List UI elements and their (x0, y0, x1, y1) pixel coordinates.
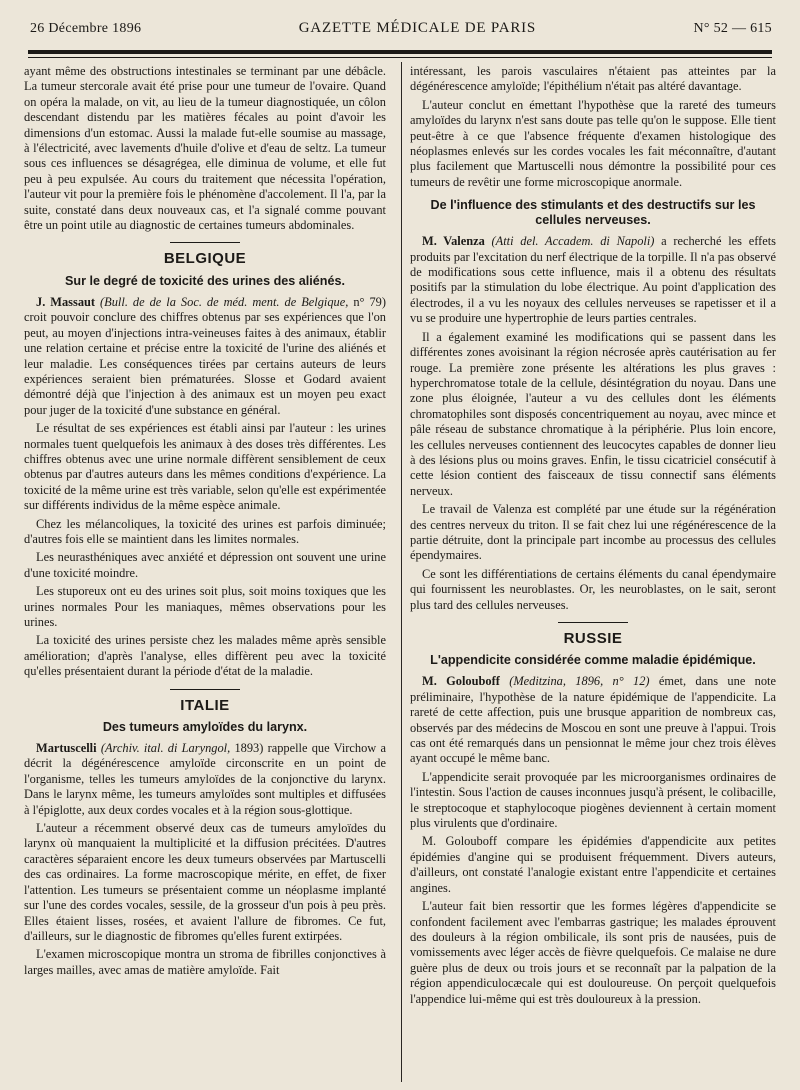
section-divider (170, 689, 240, 690)
section-divider (558, 622, 628, 623)
journal-title: GAZETTE MÉDICALE DE PARIS (298, 20, 537, 36)
section-divider (170, 242, 240, 243)
article-paragraph (24, 295, 386, 418)
article-paragraph: Chez les mélancoliques, la toxicité des urines est parfois diminuée; d'autres fois elle se maintient dans les limites normales. (24, 516, 386, 546)
article-paragraph: L'auteur a récemment observé deux cas de tumeurs amyloïdes du larynx où manquaient la multiplicité et la diffusion précitées. D'autres caractères séparaient encore les deux tumeurs observées par Martuscelli des cas ordinaires. La forme macroscopique mérite, en effet, de fixer l'attention. Les tumeurs se présentaient comme un néoplasme implanté sur l'une des cordes vocales, sessile, de la grosseur d'un pois à peu près. Elles étaient lisses, rosées, et avaient l'allure de fibromes. Ce fut, d'ailleurs, sur le diagnostic de fibromes qu'elles furent extirpées. (24, 821, 386, 943)
article-title-toxicite: Sur le degré de toxicité des urines des aliénés. (65, 273, 345, 288)
article-paragraph: M. Golouboff compare les épidémies d'appendicite aux petites épidémies d'angine qui se produisent fréquemment. Divers auteurs, d'ailleurs, ont constaté l'analogie existant entre l'appendicite et certaines angines. (410, 834, 776, 895)
article-title-stimulants: De l'influence des stimulants et des destructifs sur les cellules nerveuses. (430, 198, 756, 228)
column-separator (401, 62, 402, 1082)
paragraph-text: émet, dans une note préliminaire, l'hypothèse de la nature épidémique de l'appendicite. La rareté de cette affection, puis une brusque apparition de nombreux cas, observés par des médecins de Moscou en sont une preuve à l'appui. Trois cas ont été remarqués dans un pensionnat le même jour chez trois élèves ayant occupé le même banc. (410, 674, 776, 766)
continued-paragraph: ayant même des obstructions intestinales se terminant par une débâcle. La tumeur stercorale avait été prise pour une tumeur de l'ovaire. Quand on opéra la malade, on vit, au lieu de la tumeur diagnostiquée, un côlon descendant distendu par les matières fécales au point d'avoir les dimensions d'un estomac. Aussi la malade fut-elle soumise au massage, à l'électricité, avec lavements d'huile d'olive et d'eau de seltz. La tumeur sous ces influences se désagrégea, elle diminua de volume, et elle fut peu à peu expulsée. Au cours du traitement que nécessita l'opération, l'auteur vit pour la première fois le phénomène d'accolement. Il l'a, par la suite, constaté dans deux nouveaux cas, et l'a signalé comme pouvant être un point utile au diagnostic de certaines tumeurs abdominales. (24, 64, 386, 233)
paragraph-text: n° 79) croit pouvoir conclure des chiffres obtenus par ses expériences que l'on peut, au moyen d'injections intra-veineuses faites à des animaux, établir une relation certaine et précise entre la toxicité de l'urine des aliénés et leur maladie. Les conséquences tirées par certains auteurs de leurs expériences seraient bien prématurées. Slosse et Godard avaient démontré déjà que l'injection à des animaux est un moyen peu exact pour juger de la toxicité d'une substance en général. (24, 294, 386, 417)
article-paragraph: Les stuporeux ont eu des urines soit plus, soit moins toxiques que les urines normales Pour les maniaques, mêmes observations pour les urines. (24, 584, 386, 629)
article-title-appendicite: L'appendicite considérée comme maladie épidémique. (430, 653, 756, 668)
issue-number: N° 52 — 615 (693, 21, 772, 36)
paragraph-text: 1893) rappelle que Virchow a décrit la dégénérescence amyloïde circonscrite en un point de l'organisme, telles les tumeurs amyloïdes de la conjonctive du larynx. Dans le larynx même, les tumeurs amyloïdes sont multiples et diffusées à l'épiglotte, aux deux cordes vocales et à la région sous-glottique. (24, 741, 386, 817)
author-name: M. Valenza (422, 234, 485, 249)
continued-paragraph: intéressant, les parois vasculaires n'étaient pas atteintes par la dégénérescence amyloïde; l'épithélium n'était pas altéré davantage. (410, 64, 776, 94)
article-paragraph: Les neurasthéniques avec anxiété et dépression ont souvent une urine d'une toxicité moindre. (24, 550, 386, 580)
article-paragraph: L'auteur fait bien ressortir que les formes légères d'appendicite se confondent facilement avec l'embarras gastrique; les malades éprouvent des douleurs à la région ombilicale, ils sont pris de nausées, puis de vomissements avec léger accès de fièvre quelquefois. Ce malaise ne dure guère plus de deux ou trois jours et se reconnaît par la palpation de la région appendiculocæcale qui est douloureuse. On perçoit quelquefois l'appendice lui-même qui est très douloureux à la pression. (410, 899, 776, 1006)
header-date: 26 Décembre 1896 (30, 21, 142, 36)
author-name: Martuscelli (36, 741, 97, 756)
header-rule-thick (28, 50, 772, 54)
section-belgique: BELGIQUE (163, 250, 247, 268)
right-column (410, 64, 776, 1010)
article-paragraph: L'appendicite serait provoquée par les microorganismes ordinaires de l'intestin. Sous l'action de causes inconnues jusqu'à présent, le colibacille, le streptocoque et staphylocoque piogènes deviennent à certain moment plus virulents que d'ordinaire. (410, 769, 776, 831)
article-paragraph: L'examen microscopique montra un stroma de fibrilles conjonctives à larges mailles, avec amas de matière amyloïde. Fait (24, 947, 386, 977)
page-header (30, 20, 772, 42)
author-name: J. Massaut (36, 294, 96, 309)
article-title-tumeurs: Des tumeurs amyloïdes du larynx. (102, 720, 308, 735)
section-italie: ITALIE (180, 696, 230, 714)
source-citation: (Archiv. ital. di Laryngol, (100, 741, 231, 756)
article-paragraph: Ce sont les différentiations de certains éléments du canal épendymaire qui fournissent les neuroblastes. Or, les neuroblastes, on le sait, seront plus tard des cellules nerveuses. (410, 566, 776, 612)
article-paragraph (24, 741, 386, 818)
source-citation: (Atti del. Accadem. di Napoli) (491, 234, 655, 249)
article-paragraph (410, 674, 776, 766)
article-paragraph: Le résultat de ses expériences est établi ainsi par l'auteur : les urines normales tuent quelquefois les animaux à des doses très différentes. Les chiffres obtenus avec une urine normale diffèrent sensiblement de ceux obtenus par d'autres auteurs dans les mêmes conditions d'expérience. La toxicité de la même urine est très variable, selon qu'elle est expérimentée sur différents individus de la même espèce animale. (24, 421, 386, 513)
source-citation: (Meditzina, 1896, n° 12) (509, 674, 650, 689)
article-paragraph: Il a également examiné les modifications qui se passent dans les différentes zones avoisinant la région nécrosée après cautérisation au fer rouge. La première zone présente les altérations les plus graves : hyperchromatose totale de la cellule, désintégration du noyau. Dans une zone plus éloignée, l'auteur a vu des cellules dont les éléments chromatophiles sont disposés concentriquement au noyau, avec mince et pâle réseau de substance chromatique à la périphérie. Plus loin encore, les cellules nerveuses contiennent des leucocytes capables de donner lieu à des lésions plus ou moins graves. Enfin, le tissu cicatriciel consécutif à cette lésion contient des faisceaux de tissu connectif sans éléments nerveux. (410, 329, 776, 498)
paragraph-text: a recherché les effets produits par l'excitation du nerf électrique de la torpille. Il n'a pas observé de modifications sous cette influence, mais il a obtenu des résultats positifs par la stimulation du lobe électrique. Au point d'application des électrodes, il a vu les noyaux des cellules nerveuses se rapetisser et il a vu se produire une hypertrophie de leurs parties centrales. (410, 234, 776, 326)
left-column (24, 64, 386, 981)
article-paragraph (410, 234, 776, 326)
header-rule-thin (28, 57, 772, 58)
section-russie: RUSSIE (563, 630, 623, 647)
article-paragraph: L'auteur conclut en émettant l'hypothèse que la rareté des tumeurs amyloïdes du larynx n'est sans doute pas telle qu'on le suppose. Elle tient peut-être à ce que l'absence fréquente d'examen histologique des néoplasmes enlevés sur les cordes vocales les fait méconnaître, d'autant plus facilement que Martuscelli nous démontre la possibilité pour ces tumeurs de revêtir une forme microscopique anormale. (410, 97, 776, 189)
source-citation: (Bull. de de la Soc. de méd. ment. de Belgique, (100, 294, 349, 309)
author-name: M. Golouboff (422, 674, 500, 689)
article-paragraph: La toxicité des urines persiste chez les malades même après sensible amélioration; d'après l'analyse, elles diffèrent peu avec la toxicité qu'elles présentaient durant la période d'état de la maladie. (24, 633, 386, 679)
article-paragraph: Le travail de Valenza est complété par une étude sur la régénération des centres nerveux du triton. Il se fait chez lui une régénérescence de la partie détruite, dont la principale part incombe au processus des cellules épendymaires. (410, 502, 776, 563)
